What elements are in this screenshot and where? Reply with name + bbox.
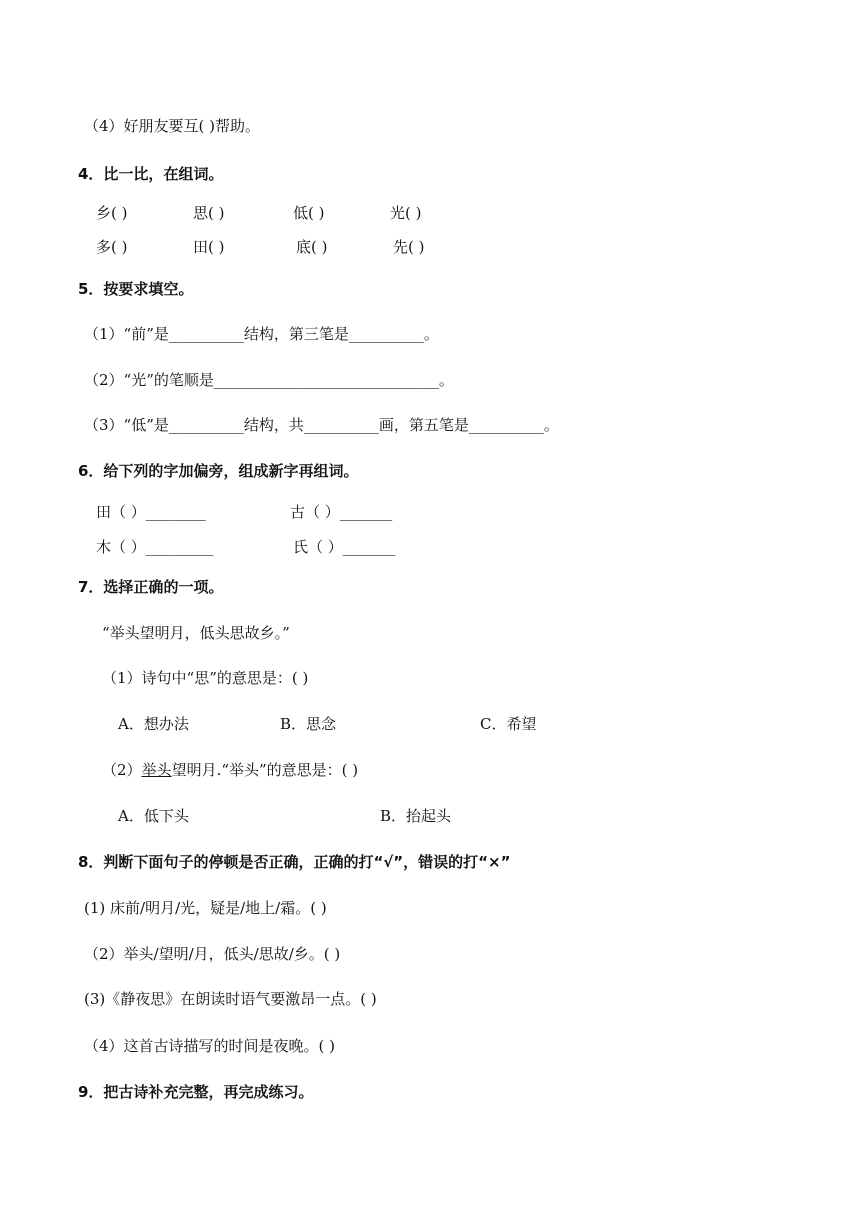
q4-row2-item: 先( ) <box>393 238 425 256</box>
q6-row1-item: 田（ ）________ <box>96 503 206 521</box>
q8-title: 8．判断下面句子的停顿是否正确，正确的打“√”，错误的打“×” <box>78 853 511 871</box>
q6-row2-item: 氏（ ）_______ <box>293 538 396 556</box>
q5-item2: （2）“光”的笔顺是______________________________。 <box>84 371 454 389</box>
q7-sub2-option-b: B．抬起头 <box>380 807 452 825</box>
q4-row2-item: 底( ) <box>296 238 328 256</box>
q7-sub1-option-b: B．思念 <box>280 715 337 733</box>
q7-sub2 <box>102 760 358 780</box>
q6-title: 6．给下列的字加偏旁，组成新字再组词。 <box>78 462 359 480</box>
q7-sub2-rest: 望明月.“举头”的意思是：( ) <box>171 761 359 779</box>
q6-row1-item: 古（ ）_______ <box>290 503 393 521</box>
q4-row1-item: 乡( ) <box>96 204 128 222</box>
q4-row2-item: 多( ) <box>96 238 128 256</box>
q9-title: 9．把古诗补充完整，再完成练习。 <box>78 1083 314 1101</box>
q7-sub1: （1）诗句中“思”的意思是：( ) <box>102 669 309 687</box>
q4-row1-item: 低( ) <box>293 204 325 222</box>
q8-item: （2）举头/望明/月，低头/思故/乡。( ) <box>84 945 341 963</box>
q8-item: （4）这首古诗描写的时间是夜晚。( ) <box>84 1037 336 1055</box>
q7-sub2-option-a: A．低下头 <box>118 807 189 825</box>
q6-row2-item: 木（ ）_________ <box>96 538 214 556</box>
q7-sub2-prefix: （2） <box>102 761 142 779</box>
q4-row1-item: 光( ) <box>390 204 422 222</box>
q7-sub2-underlined: 举头 <box>141 761 172 779</box>
q5-item1: （1）“前”是__________结构，第三笔是__________。 <box>84 325 439 343</box>
q8-item: (3)《静夜思》在朗读时语气要激昂一点。( ) <box>84 990 377 1008</box>
q3-item4: （4）好朋友要互( )帮助。 <box>84 117 261 135</box>
q7-poem: “举头望明月，低头思故乡。” <box>102 624 290 642</box>
q8-item: (1) 床前/明月/光，疑是/地上/霜。( ) <box>84 899 327 917</box>
q4-row1-item: 思( ) <box>193 204 225 222</box>
q7-sub1-option-c: C．希望 <box>480 715 537 733</box>
q5-item3: （3）“低”是__________结构，共__________画，第五笔是__________。 <box>84 416 559 434</box>
q5-title: 5．按要求填空。 <box>78 280 194 298</box>
q4-row2-item: 田( ) <box>193 238 225 256</box>
q7-title: 7．选择正确的一项。 <box>78 578 224 596</box>
q4-title: 4．比一比，在组词。 <box>78 165 224 183</box>
q7-sub1-option-a: A．想办法 <box>118 715 189 733</box>
